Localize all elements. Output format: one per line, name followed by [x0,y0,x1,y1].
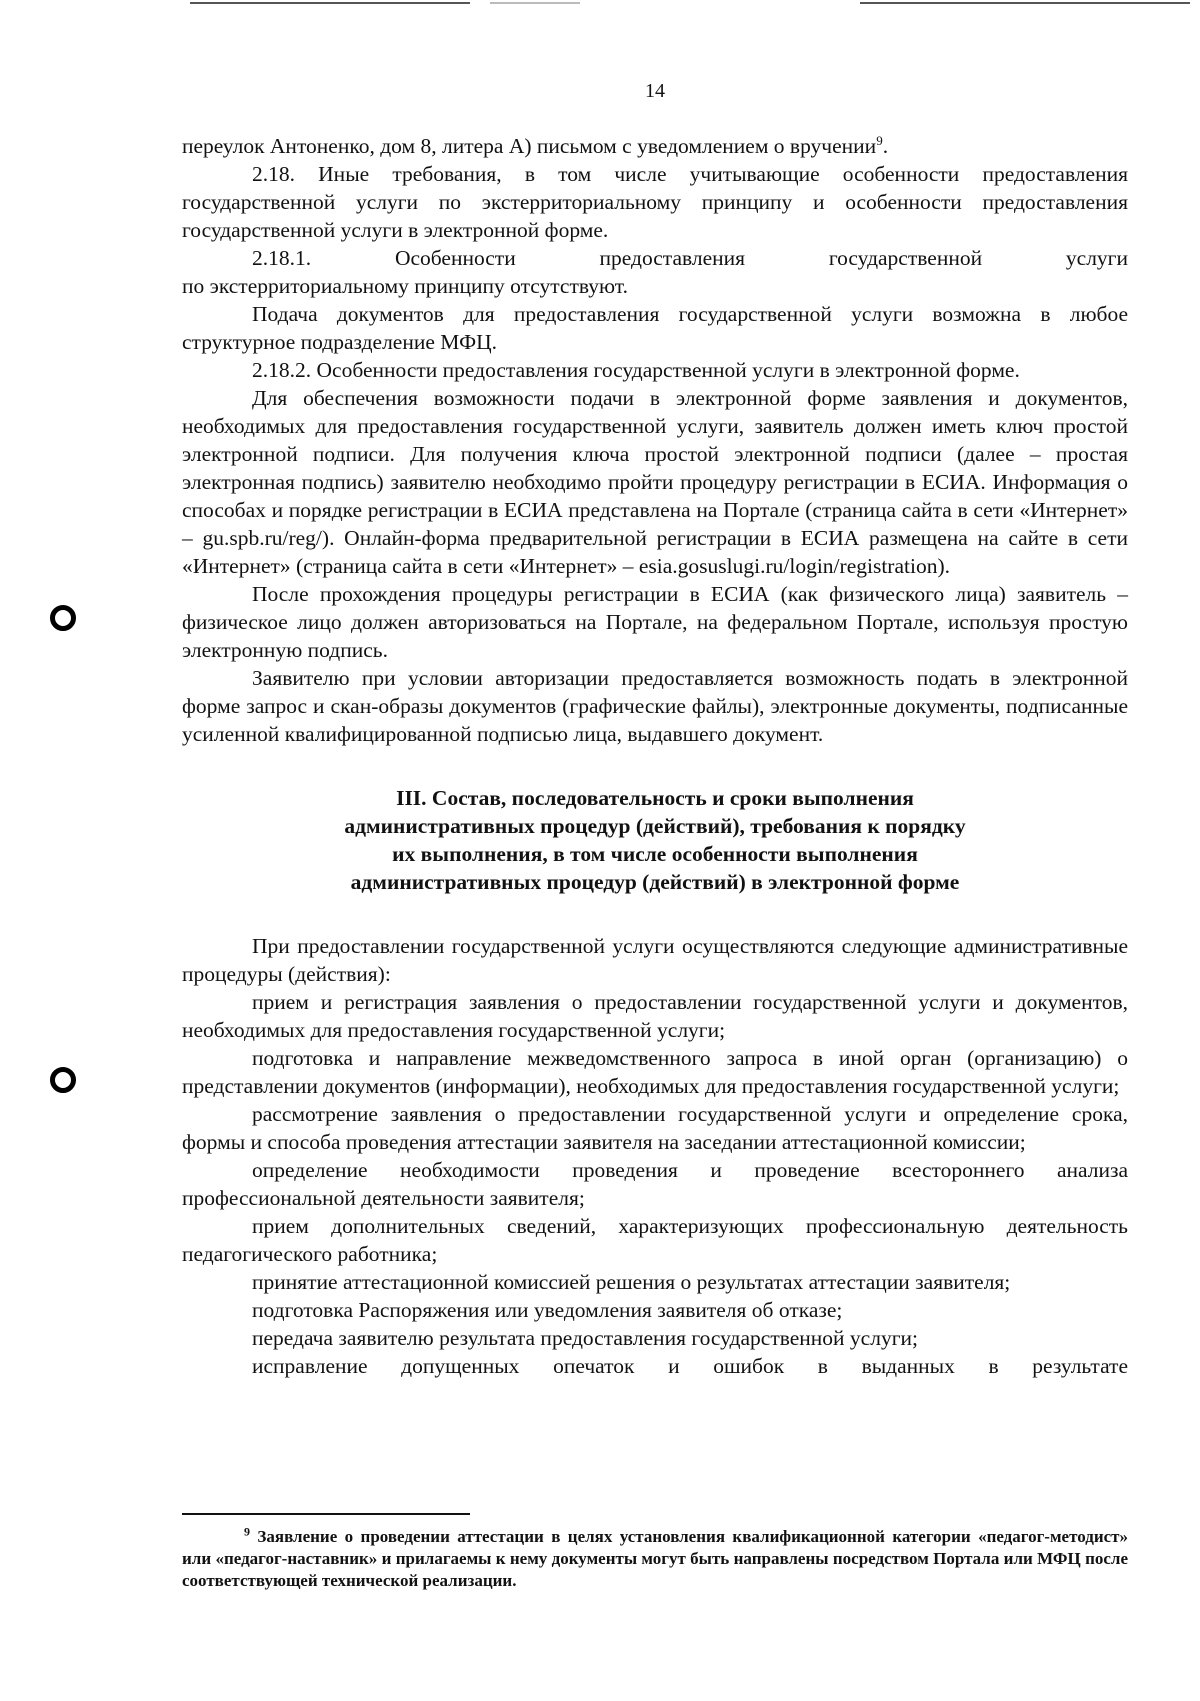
punctuation: . [882,134,889,158]
punch-hole-lower [50,1067,76,1093]
section-heading [182,784,1128,896]
procedure-item: передача заявителю результата предоставления государственной услуги; [252,1326,919,1350]
procedure-item: прием дополнительных сведений, характеризующих профессиональную деятельность педагогического работника; [182,1214,1128,1266]
paragraph [182,132,1128,160]
paragraph: 2.18.1. Особенности предоставления государственной услуги [252,246,1128,270]
document-body [182,132,1128,1380]
footnote-separator [182,1513,470,1515]
section-heading-line: их выполнения, в том числе особенности выполнения [392,842,918,866]
paragraph: Подача документов для предоставления государственной услуги возможна в любое структурное подразделение МФЦ. [182,302,1128,354]
footnote-marker: 9 [244,1524,250,1539]
procedure-item: принятие аттестационной комиссией решения о результатах аттестации заявителя; [252,1270,1011,1294]
procedure-item: определение необходимости проведения и проведение всестороннего анализа профессиональной деятельности заявителя; [182,1158,1128,1210]
procedure-item: подготовка и направление межведомственного запроса в иной орган (организацию) о представлении документов (информации), необходимых для предоставления государственной услуги; [182,1046,1128,1098]
footnote [182,1526,1128,1592]
procedure-item: подготовка Распоряжения или уведомления заявителя об отказе; [252,1298,843,1322]
paragraph: по экстерриториальному принципу отсутствуют. [182,274,628,298]
punch-hole-upper [50,605,76,631]
section-heading-line: административных процедур (действий), требования к порядку [344,814,966,838]
paragraph: После прохождения процедуры регистрации в ЕСИА (как физического лица) заявитель – физическое лицо должен авторизоваться на Портале, на федеральном Портале, используя простую электронную подпись. [182,582,1128,662]
paragraph: 2.18. Иные требования, в том числе учитывающие особенности предоставления государственной услуги по экстерриториальному принципу и особенности предоставления государственной услуги в электронной форме. [182,162,1128,242]
paragraph: 2.18.2. Особенности предоставления государственной услуги в электронной форме. [252,358,1020,382]
paragraph: Для обеспечения возможности подачи в электронной форме заявления и документов, необходимых для предоставления государственной услуги, заявитель должен иметь ключ простой электронной подписи. Для получения ключа простой электронной подписи (далее – простая электронная подпись) заявителю необходимо пройти процедуру регистрации в ЕСИА. Информация о способах и порядке регистрации в ЕСИА представлена на Портале (страница сайта в сети «Интернет» – gu.spb.ru/reg/). Онлайн-форма предварительной регистрации в ЕСИА размещена на сайте в сети «Интернет» (страница сайта в сети «Интернет» – esia.gosuslugi.ru/login/registration). [182,386,1128,578]
procedure-item: При предоставлении государственной услуги осуществляются следующие административные процедуры (действия): [182,934,1128,986]
footnote-reference: 9 [876,132,883,148]
section-heading-line: административных процедур (действий) в электронной форме [350,870,960,894]
page-number: 14 [645,80,665,102]
section-heading-line: III. Состав, последовательность и сроки выполнения [396,786,914,810]
footnote-text: Заявление о проведении аттестации в целях установления квалификационной категории «педагог-методист» или «педагог-наставник» и прилагаемы к нему документы могут быть направлены посредством Портала или МФЦ после соответствующей технической реализации. [182,1527,1129,1590]
paragraph: Заявителю при условии авторизации предоставляется возможность подать в электронной форме запрос и скан-образы документов (графические файлы), электронные документы, подписанные усиленной квалифицированной подписью лица, выдавшего документ. [182,666,1128,746]
procedure-item: рассмотрение заявления о предоставлении государственной услуги и определение срока, формы и способа проведения аттестации заявителя на заседании аттестационной комиссии; [182,1102,1128,1154]
procedure-item: прием и регистрация заявления о предоставлении государственной услуги и документов, необходимых для предоставления государственной услуги; [182,990,1128,1042]
paragraph-text: переулок Антоненко, дом 8, литера А) письмом с уведомлением о вручении [182,134,877,158]
procedure-item: исправление допущенных опечаток и ошибок в выданных в результате [252,1354,1128,1378]
scan-edge-marks [0,0,1200,14]
